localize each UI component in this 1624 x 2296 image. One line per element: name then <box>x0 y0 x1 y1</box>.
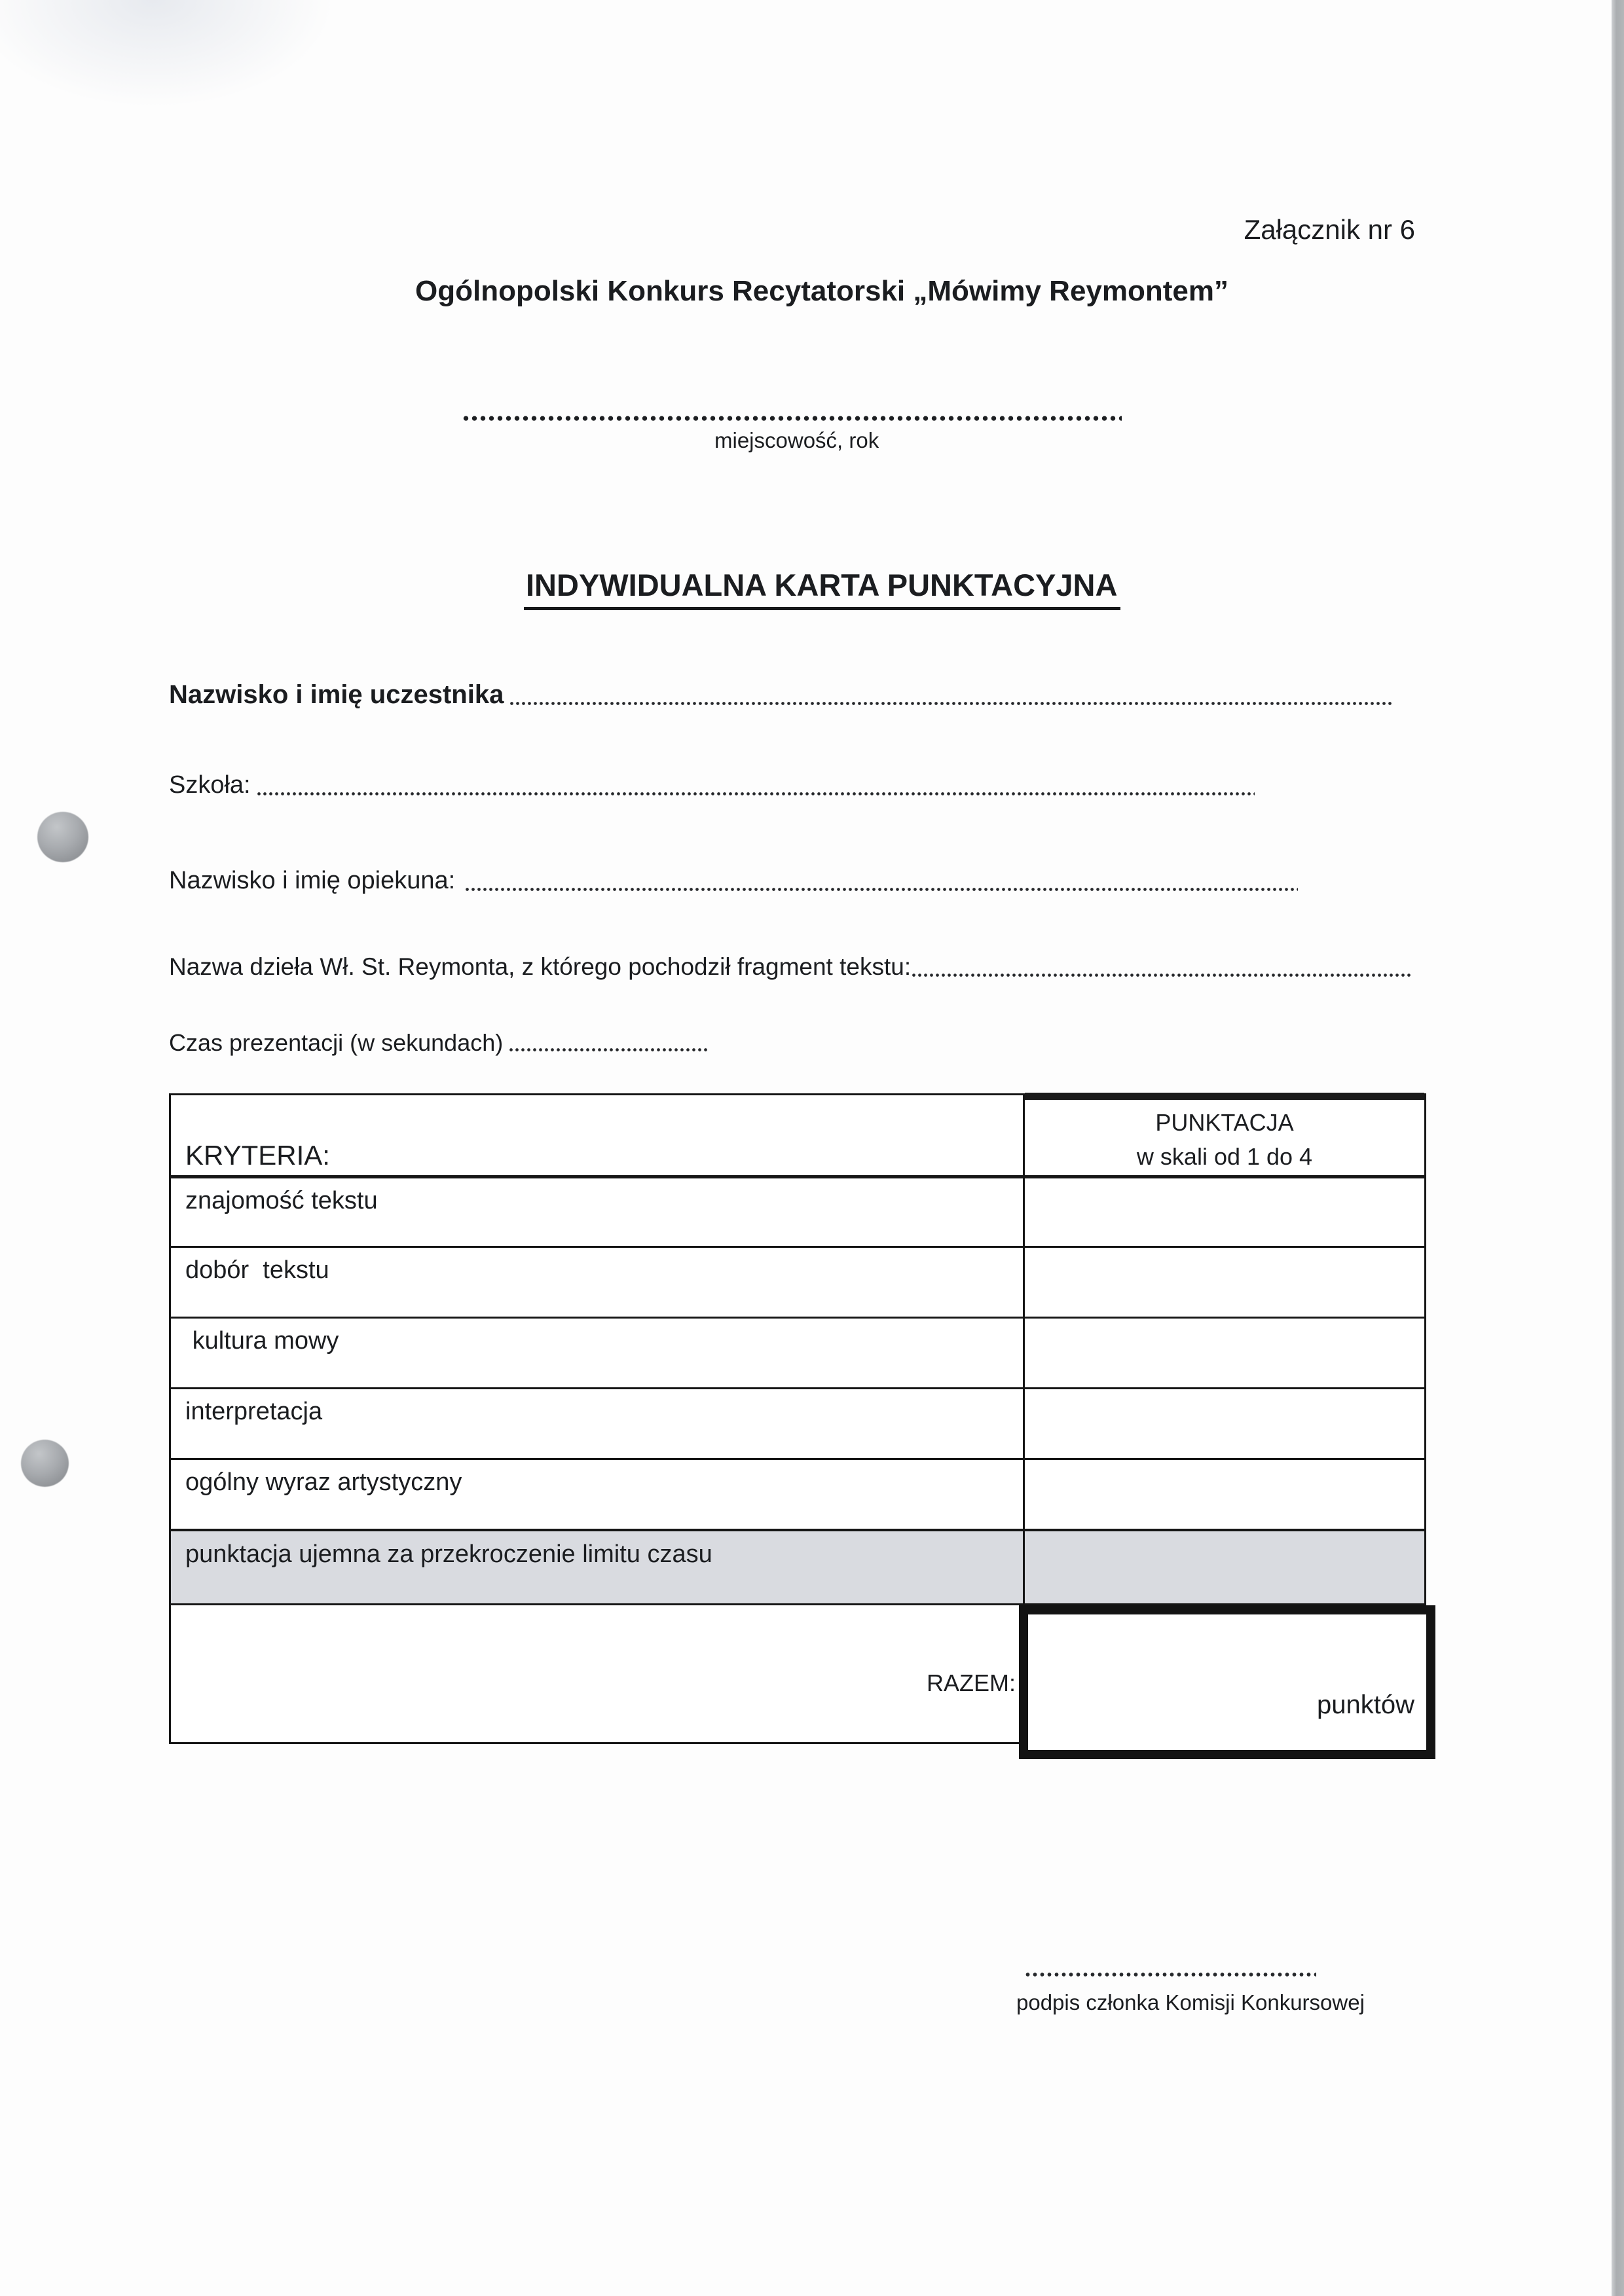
criterion-label-cell: dobór tekstu <box>171 1248 1025 1317</box>
duration-blank-line <box>508 1048 709 1052</box>
criterion-label-cell: znajomość tekstu <box>171 1178 1025 1246</box>
table-row <box>171 1175 1424 1246</box>
tutor-name-label: Nazwisko i imię opiekuna: <box>169 867 456 894</box>
penalty-row <box>171 1529 1424 1603</box>
work-title-blank-line <box>911 973 1411 977</box>
criteria-header-label: KRYTERIA: <box>185 1140 330 1171</box>
penalty-row-heavy-border <box>1025 1093 1424 1100</box>
total-score-box <box>1019 1605 1435 1759</box>
signature-blank-line <box>1024 1972 1316 1977</box>
table-row <box>171 1387 1424 1458</box>
punch-hole-top <box>37 812 88 862</box>
signature-caption: podpis członka Komisji Konkursowej <box>1016 1990 1365 2014</box>
total-label-cell <box>171 1605 1025 1742</box>
penalty-score-cell <box>1025 1531 1424 1603</box>
attachment-label: Załącznik nr 6 <box>1244 214 1415 245</box>
criteria-header-cell <box>171 1095 1025 1175</box>
table-row <box>171 1458 1424 1529</box>
criterion-label-cell: ogólny wyraz artystyczny <box>171 1460 1025 1529</box>
score-header-line2: w skali od 1 do 4 <box>1136 1143 1313 1170</box>
punch-hole-bottom <box>21 1440 69 1487</box>
criterion-label-cell: kultura mowy <box>171 1319 1025 1387</box>
total-unit-label: punktów <box>1317 1690 1414 1719</box>
score-cell <box>1025 1460 1424 1529</box>
score-cell <box>1025 1319 1424 1387</box>
place-year-caption: miejscowość, rok <box>714 428 879 452</box>
participant-name-label: Nazwisko i imię uczestnika <box>169 680 504 709</box>
school-label: Szkoła: <box>169 771 251 799</box>
table-row <box>171 1317 1424 1387</box>
penalty-label-cell: punktacja ujemna za przekroczenie limitu czasu <box>171 1531 1025 1603</box>
table-row <box>171 1246 1424 1317</box>
scan-page-edge <box>1612 0 1624 2296</box>
tutor-name-blank-line <box>464 887 1298 892</box>
page-title: INDYWIDUALNA KARTA PUNKTACYJNA <box>524 567 1120 610</box>
place-year-blank-line <box>462 415 1122 422</box>
table-header-row <box>171 1095 1424 1175</box>
scan-corner-smudge <box>0 0 341 111</box>
participant-name-blank-line <box>509 701 1392 706</box>
score-header-cell <box>1025 1095 1424 1175</box>
score-table <box>169 1093 1426 1744</box>
score-cell <box>1025 1178 1424 1246</box>
score-header-line1: PUNKTACJA <box>1155 1109 1294 1136</box>
school-blank-line <box>256 792 1255 796</box>
field-school <box>169 771 1255 800</box>
score-cell <box>1025 1248 1424 1317</box>
field-duration <box>169 1029 709 1056</box>
competition-title: Ogólnopolski Konkurs Recytatorski „Mówimy Reymontem” <box>415 275 1229 307</box>
score-cell <box>1025 1389 1424 1458</box>
field-work-title <box>169 953 1411 981</box>
duration-label: Czas prezentacji (w sekundach) <box>169 1029 504 1056</box>
work-title-label: Nazwa dzieła Wł. St. Reymonta, z którego pochodził fragment tekstu: <box>169 953 912 980</box>
total-label: RAZEM: <box>926 1669 1016 1696</box>
field-participant-name <box>169 680 1392 710</box>
criterion-label-cell: interpretacja <box>171 1389 1025 1458</box>
field-tutor-name <box>169 867 1298 896</box>
